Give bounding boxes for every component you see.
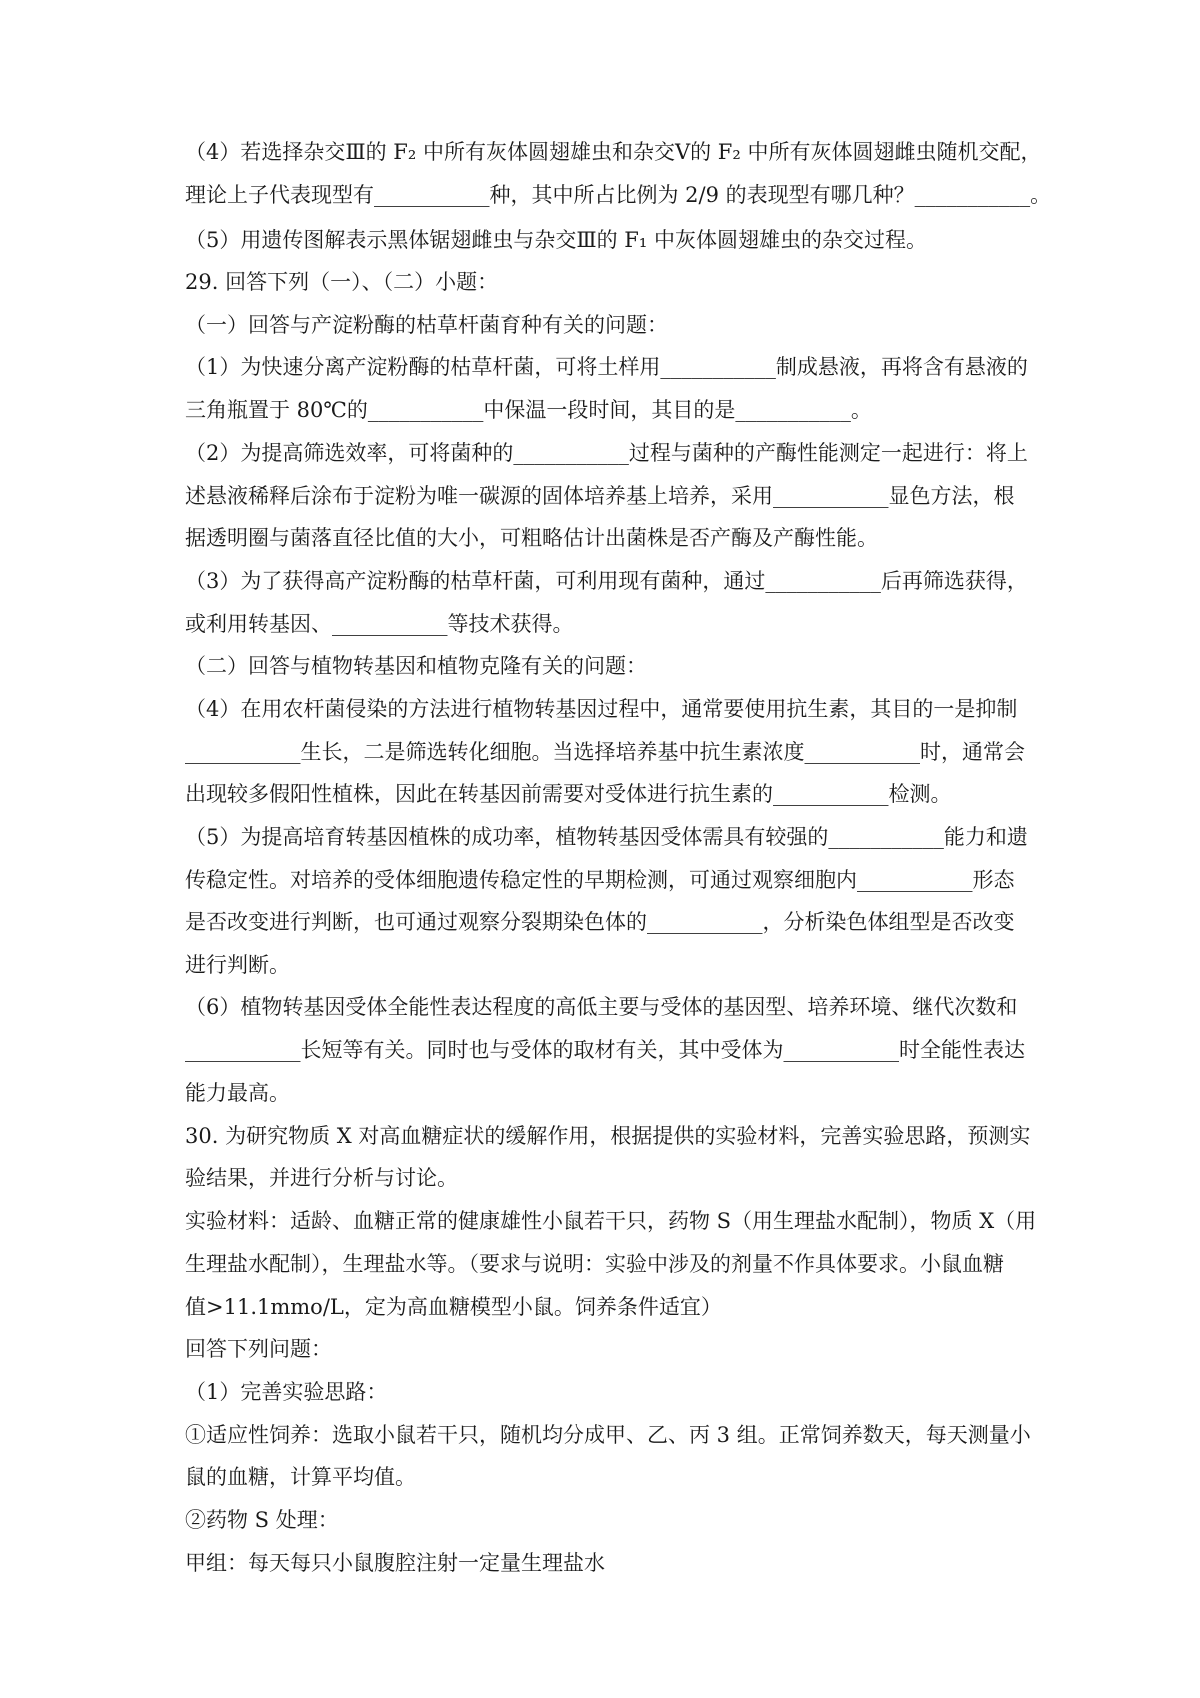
- text-line: 或利用转基因、___________等技术获得。: [185, 612, 574, 636]
- text-line: （二）回答与植物转基因和植物克隆有关的问题：: [185, 654, 647, 678]
- text-line: （4）若选择杂交Ⅲ的 F₂ 中所有灰体圆翅雄虫和杂交Ⅴ的 F₂ 中所有灰体圆翅雌虫随机交配，: [185, 140, 1042, 164]
- text-line: 传稳定性。对培养的受体细胞遗传稳定性的早期检测，可通过观察细胞内___________形态: [185, 868, 1015, 892]
- text-line: 鼠的血糖，计算平均值。: [185, 1465, 416, 1489]
- text-line: 生理盐水配制），生理盐水等。（要求与说明：实验中涉及的剂量不作具体要求。小鼠血糖: [185, 1252, 1004, 1276]
- text-line: 理论上子代表现型有___________种，其中所占比例为 2/9 的表现型有哪几种？___________。: [185, 183, 1052, 207]
- text-line: （5）用遗传图解表示黑体锯翅雌虫与杂交Ⅲ的 F₁ 中灰体圆翅雄虫的杂交过程。: [185, 228, 927, 252]
- text-line: （6）植物转基因受体全能性表达程度的高低主要与受体的基因型、培养环境、继代次数和: [185, 995, 1018, 1019]
- text-line: ___________长短等有关。同时也与受体的取材有关，其中受体为___________时全能性表达: [185, 1038, 1025, 1062]
- text-line: 验结果，并进行分析与讨论。: [185, 1166, 458, 1190]
- text-line: 述悬液稀释后涂布于淀粉为唯一碳源的固体培养基上培养，采用___________显色方法，根: [185, 484, 1015, 508]
- text-line: ①适应性饲养：选取小鼠若干只，随机均分成甲、乙、丙 3 组。正常饲养数天，每天测量小: [185, 1423, 1031, 1447]
- text-line: 甲组：每天每只小鼠腹腔注射一定量生理盐水: [185, 1551, 605, 1575]
- text-line: 是否改变进行判断，也可通过观察分裂期染色体的___________，分析染色体组型是否改变: [185, 910, 1015, 934]
- text-line: 出现较多假阳性植株，因此在转基因前需要对受体进行抗生素的___________检测。: [185, 782, 952, 806]
- text-line: （2）为提高筛选效率，可将菌种的___________过程与菌种的产酶性能测定一起进行：将上: [185, 441, 1028, 465]
- text-line: 实验材料：适龄、血糖正常的健康雄性小鼠若干只，药物 S（用生理盐水配制），物质 X（用: [185, 1209, 1037, 1233]
- text-line: （1）为快速分离产淀粉酶的枯草杆菌，可将土样用___________制成悬液，再将含有悬液的: [185, 355, 1028, 379]
- text-line: 进行判断。: [185, 953, 290, 977]
- text-line: ___________生长，二是筛选转化细胞。当选择培养基中抗生素浓度___________时，通常会: [185, 740, 1025, 764]
- text-line: （1）完善实验思路：: [185, 1380, 388, 1404]
- text-line: 值>11.1mmo/L，定为高血糖模型小鼠。饲养条件适宜）: [185, 1295, 722, 1319]
- text-line: 能力最高。: [185, 1081, 290, 1105]
- text-line: ②药物 S 处理：: [185, 1508, 339, 1532]
- text-line: 回答下列问题：: [185, 1337, 332, 1361]
- text-line: 29. 回答下列（一）、（二）小题：: [185, 270, 499, 294]
- text-line: （一）回答与产淀粉酶的枯草杆菌育种有关的问题：: [185, 313, 668, 337]
- text-line: 30. 为研究物质 X 对高血糖症状的缓解作用，根据提供的实验材料，完善实验思路，预测实: [185, 1124, 1031, 1148]
- text-line: （5）为提高培育转基因植株的成功率，植物转基因受体需具有较强的___________能力和遗: [185, 825, 1028, 849]
- text-line: 据透明圈与菌落直径比值的大小，可粗略估计出菌株是否产酶及产酶性能。: [185, 526, 878, 550]
- text-line: （3）为了获得高产淀粉酶的枯草杆菌，可利用现有菌种，通过___________后再筛选获得，: [185, 569, 1028, 593]
- text-line: 三角瓶置于 80℃的___________中保温一段时间，其目的是___________。: [185, 398, 872, 422]
- text-line: （4）在用农杆菌侵染的方法进行植物转基因过程中，通常要使用抗生素，其目的一是抑制: [185, 697, 1018, 721]
